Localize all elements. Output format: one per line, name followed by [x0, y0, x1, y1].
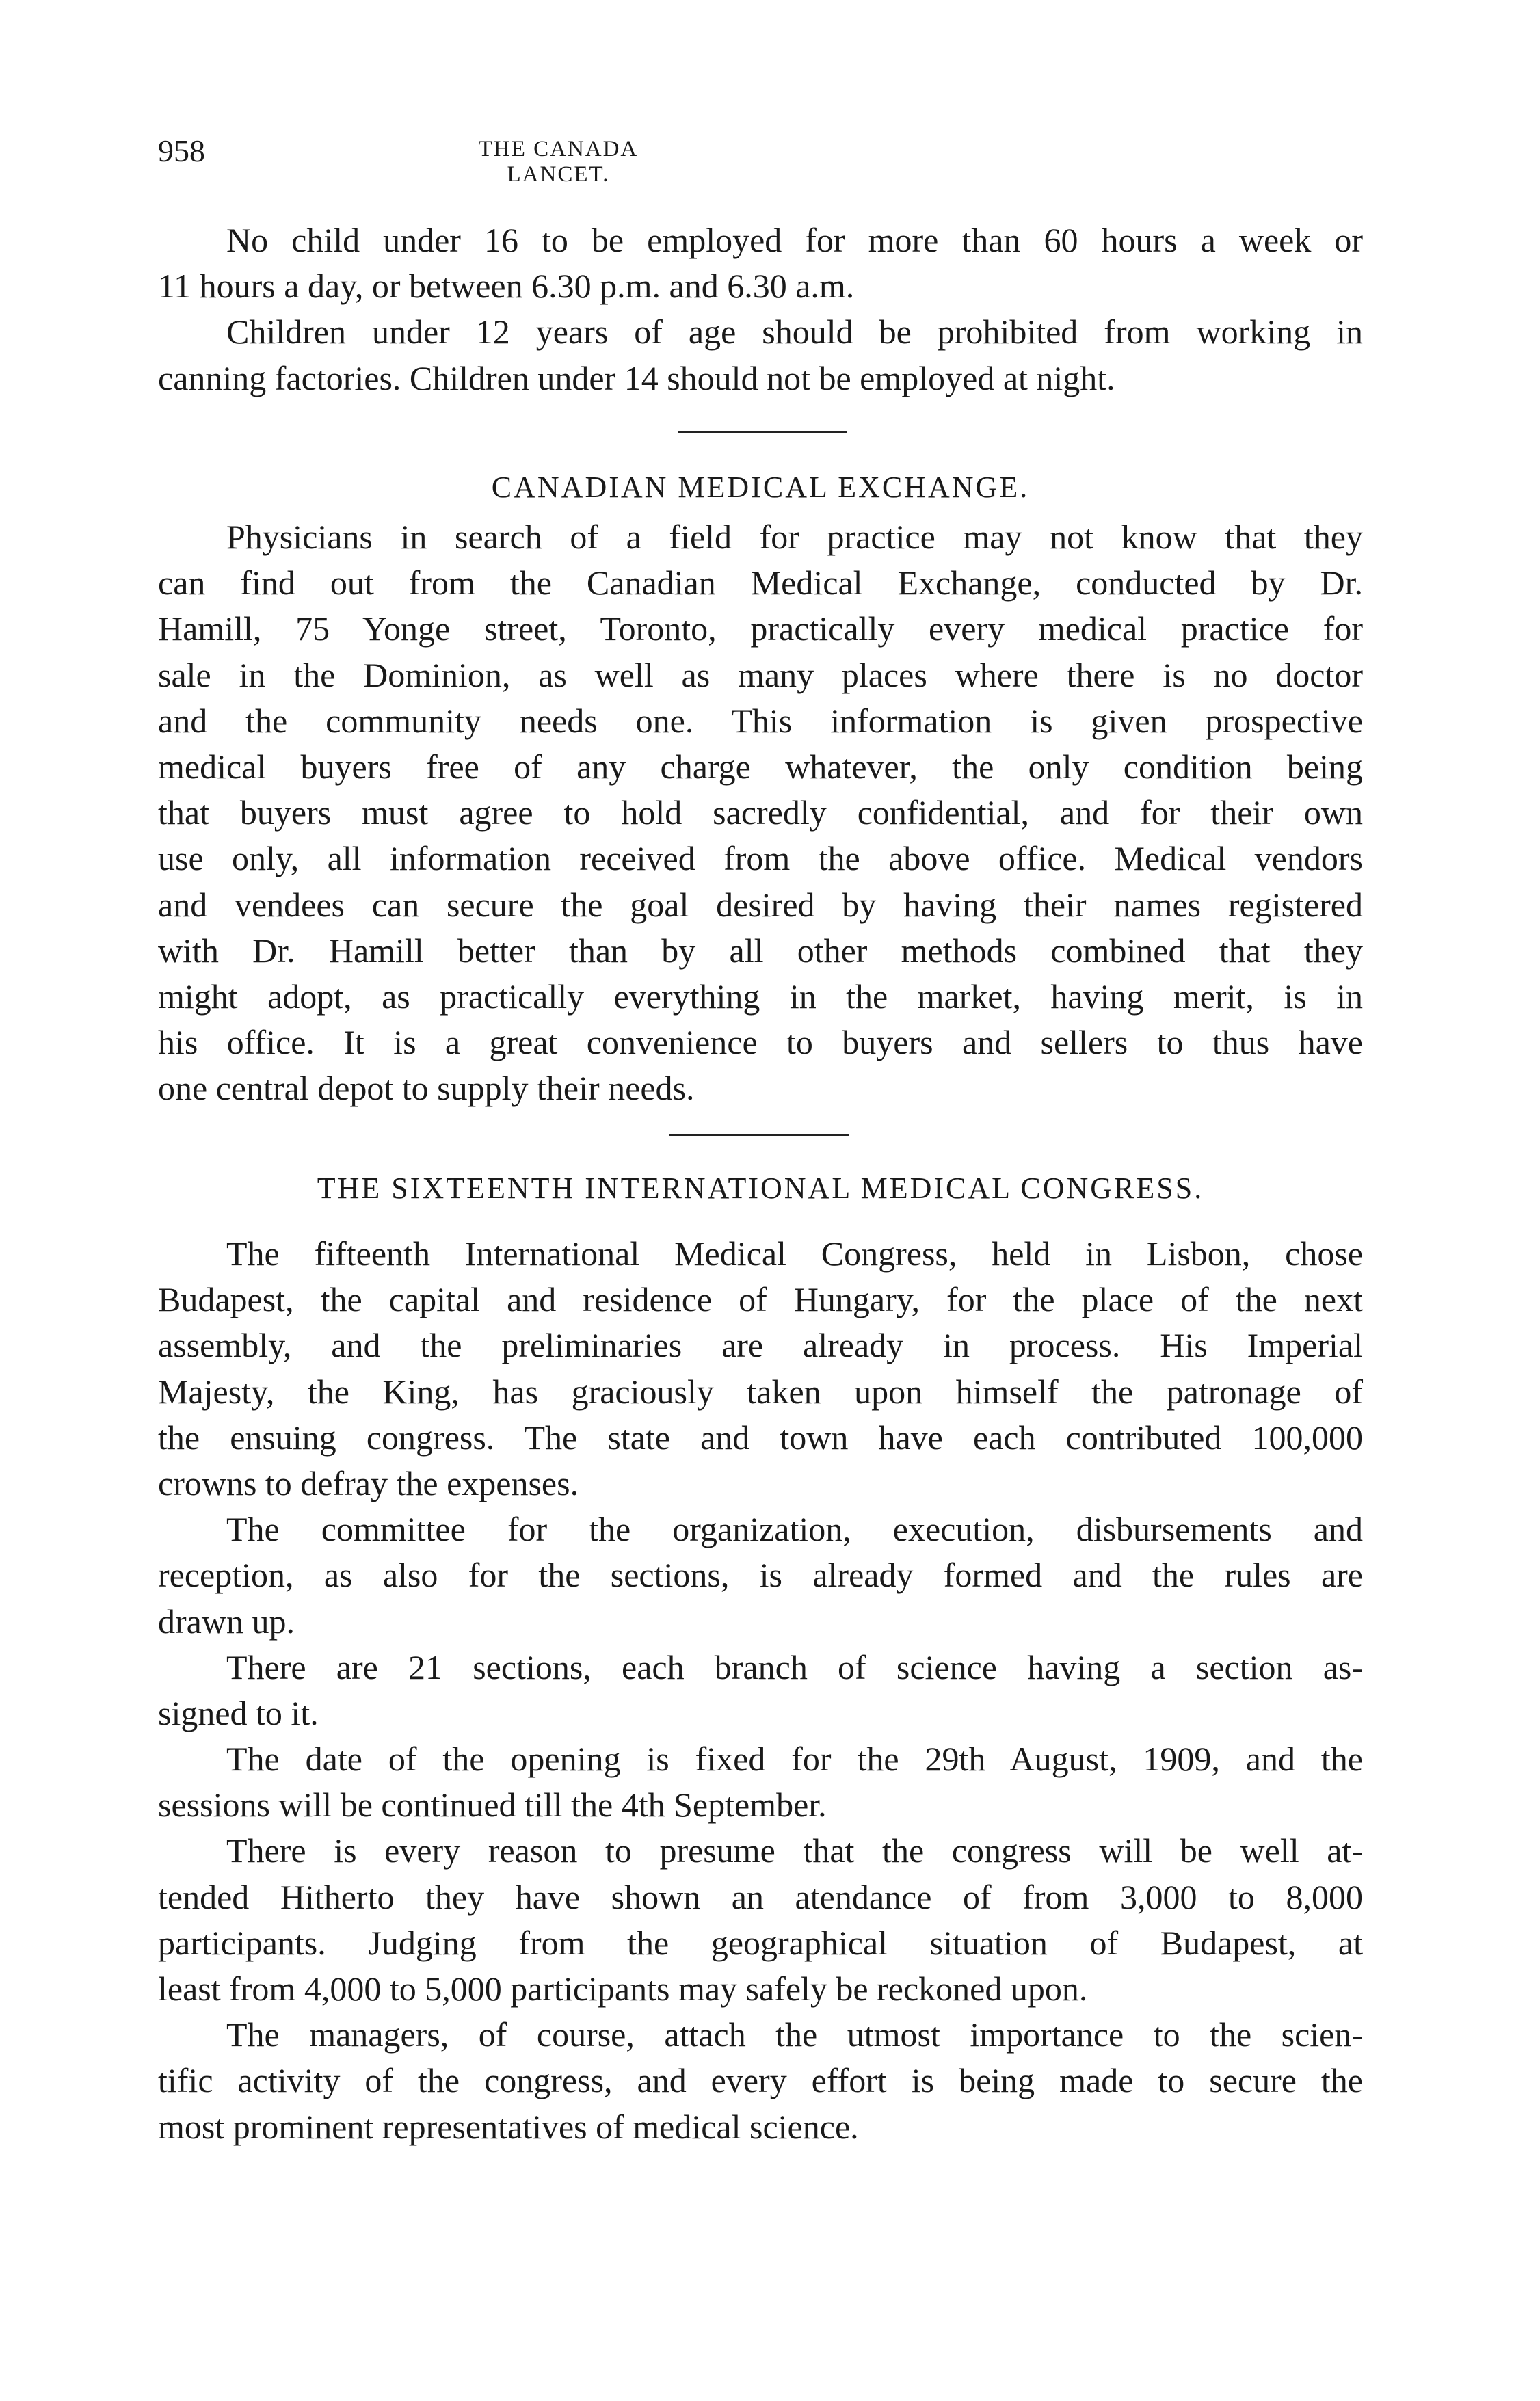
- text-line: sessions will be continued till the 4th September.: [158, 1786, 827, 1825]
- text-line: The date of the opening is fixed for the 29th August, 1909, and the: [226, 1740, 1363, 1779]
- text-line: tended Hitherto they have shown an atendance of from 3,000 to 8,000: [158, 1877, 1363, 1916]
- text-line: might adopt, as practically everything in the market, having merit, is in: [158, 977, 1363, 1016]
- text-line: The committee for the organization, execution, disbursements and: [226, 1510, 1363, 1549]
- heading-canadian-medical-exchange: CANADIAN MEDICAL EXCHANGE.: [491, 470, 1030, 504]
- text-line: canning factories. Children under 14 should not be employed at night.: [158, 358, 1115, 397]
- text-line: sale in the Dominion, as well as many places where there is no doctor: [158, 655, 1363, 694]
- text-line: Budapest, the capital and residence of Hungary, for the place of the next: [158, 1280, 1363, 1319]
- text-line: There are 21 sections, each branch of science having a section as-: [226, 1647, 1363, 1686]
- text-line: his office. It is a great convenience to buyers and sellers to thus have: [158, 1023, 1363, 1062]
- section-divider: [669, 1134, 849, 1136]
- text-line: Majesty, the King, has graciously taken upon himself the patronage of: [158, 1372, 1363, 1411]
- text-line: can find out from the Canadian Medical Exchange, conducted by Dr.: [158, 563, 1363, 602]
- text-line: The managers, of course, attach the utmost importance to the scien-: [226, 2015, 1363, 2054]
- text-line: 11 hours a day, or between 6.30 p.m. and 6.30 a.m.: [158, 267, 855, 306]
- heading-medical-congress: THE SIXTEENTH INTERNATIONAL MEDICAL CONGRESS.: [317, 1171, 1204, 1205]
- text-line: crowns to defray the expenses.: [158, 1463, 579, 1502]
- text-line: with Dr. Hamill better than by all other methods combined that they: [158, 931, 1363, 970]
- text-line: and the community needs one. This information is given prospective: [158, 701, 1363, 740]
- text-line: No child under 16 to be employed for more than 60 hours a week or: [226, 221, 1363, 259]
- text-line: least from 4,000 to 5,000 participants may safely be reckoned upon.: [158, 1969, 1088, 2008]
- paragraph: [158, 2012, 1363, 2150]
- section-divider: [678, 431, 847, 433]
- paragraph: [158, 309, 1363, 401]
- text-line: most prominent representatives of medical science.: [158, 2107, 859, 2146]
- paragraph: [158, 1507, 1363, 1645]
- paragraph: [158, 514, 1363, 1111]
- text-line: drawn up.: [158, 1602, 295, 1641]
- text-line: tific activity of the congress, and every effort is being made to secure the: [158, 2061, 1363, 2100]
- paragraph: [158, 1645, 1363, 1736]
- text-line: Hamill, 75 Yonge street, Toronto, practically every medical practice for: [158, 609, 1363, 648]
- text-line: medical buyers free of any charge whatever, the only condition being: [158, 747, 1363, 786]
- paragraph: [158, 1736, 1363, 1828]
- page-number: 958: [158, 133, 205, 168]
- text-line: one central depot to supply their needs.: [158, 1069, 695, 1108]
- medical-exchange-text: [158, 514, 1363, 1111]
- text-line: assembly, and the preliminaries are already in process. His Imperial: [158, 1326, 1363, 1365]
- text-line: The fifteenth International Medical Congress, held in Lisbon, chose: [226, 1234, 1363, 1273]
- text-line: participants. Judging from the geographical situation of Budapest, at: [158, 1923, 1363, 1962]
- medical-congress-text: [158, 1231, 1363, 2150]
- text-line: the ensuing congress. The state and town have each contributed 100,000: [158, 1418, 1363, 1457]
- text-line: use only, all information received from the above office. Medical vendors: [158, 839, 1363, 878]
- paragraph: [158, 1231, 1363, 1507]
- text-line: Physicians in search of a field for practice may not know that they: [226, 518, 1363, 556]
- text-line: reception, as also for the sections, is already formed and the rules are: [158, 1556, 1363, 1595]
- text-line: that buyers must agree to hold sacredly confidential, and for their own: [158, 793, 1363, 832]
- paragraph: [158, 1828, 1363, 2012]
- text-line: Children under 12 years of age should be prohibited from working in: [226, 313, 1363, 351]
- text-line: and vendees can secure the goal desired by having their names registered: [158, 885, 1363, 924]
- running-title: THE CANADA LANCET.: [478, 137, 639, 187]
- child-labour-text: [158, 217, 1363, 401]
- text-line: There is every reason to presume that the congress will be well at-: [226, 1831, 1363, 1870]
- text-line: signed to it.: [158, 1693, 319, 1732]
- paragraph: [158, 217, 1363, 309]
